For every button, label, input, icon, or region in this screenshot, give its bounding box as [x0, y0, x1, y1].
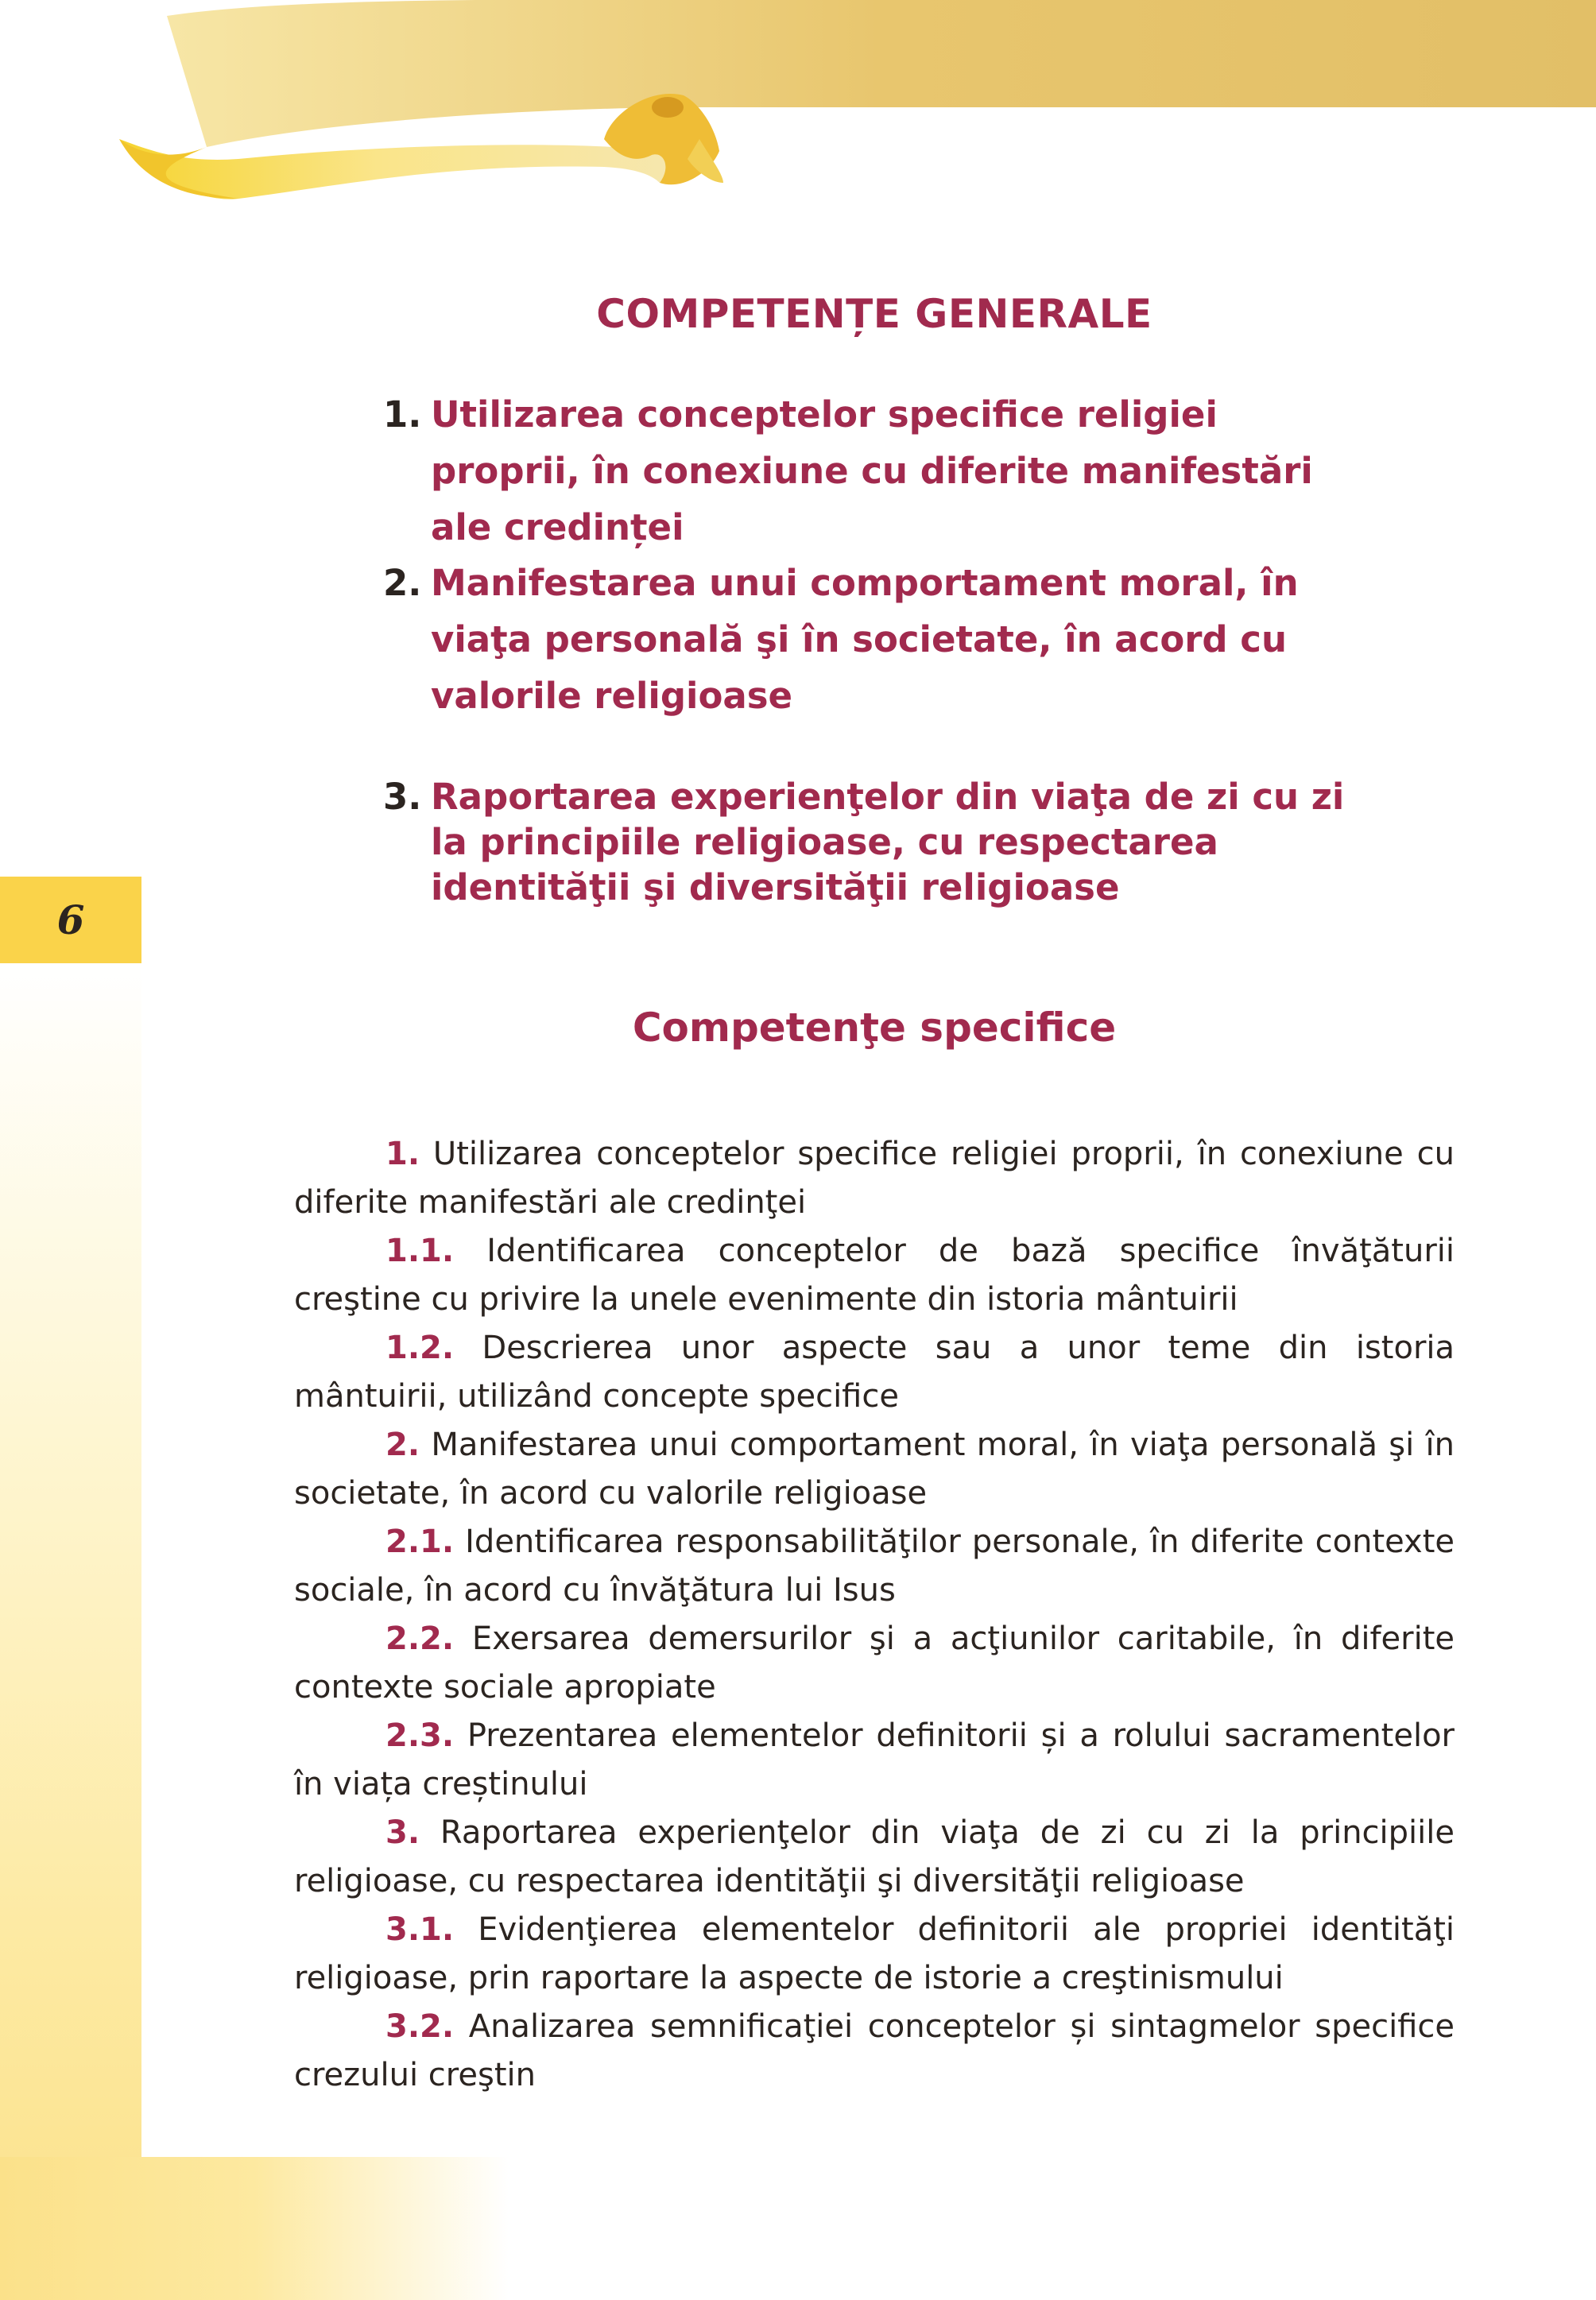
- item-text: Evidenţierea elementelor definitorii ale propriei identităţi religioase, prin raportare la aspecte de istorie a creştinismului: [294, 1911, 1455, 1996]
- specific-competence-item: [294, 1615, 1455, 1712]
- specific-competence-item: [294, 1712, 1455, 1809]
- general-competence-item: [383, 774, 1377, 910]
- specific-competences-title: Competenţe specifice: [632, 1005, 1117, 1051]
- item-number: 2.3.: [385, 1717, 455, 1754]
- item-text: Utilizarea conceptelor specifice religiei proprii, în conexiune cu diferite manifestări ale credinței: [431, 393, 1313, 548]
- item-number: 2.1.: [385, 1524, 455, 1560]
- item-number: 3.: [383, 776, 422, 818]
- item-number: 2.2.: [385, 1620, 455, 1657]
- item-text: Manifestarea unui comportament moral, în viaţa personală şi în societate, în acord cu valorile religioase: [431, 562, 1299, 717]
- item-text: Raportarea experienţelor din viaţa de zi cu zi la principiile religioase, cu respectarea identităţii şi diversităţii religioase: [431, 776, 1345, 908]
- general-competence-item: [383, 555, 1377, 724]
- specific-competence-item: [294, 1421, 1455, 1518]
- item-text: Descrierea unor aspecte sau a unor teme din istoria mântuirii, utilizând concepte specifice: [294, 1330, 1455, 1415]
- specific-competence-item: [294, 1809, 1455, 1906]
- item-text: Manifestarea unui comportament moral, în viaţa personală şi în societate, în acord cu valorile religioase: [294, 1427, 1455, 1512]
- page-number-tab: [0, 877, 141, 963]
- specific-competence-item: [294, 1227, 1455, 1324]
- left-gradient-strip: [0, 963, 141, 2300]
- item-number: 3.1.: [385, 1911, 455, 1948]
- item-number: 2.: [383, 562, 422, 604]
- item-number: 1.2.: [385, 1330, 455, 1366]
- page-number: 6: [56, 896, 85, 943]
- general-competences-title: COMPETENȚE GENERALE: [596, 291, 1152, 337]
- specific-competences-list: [294, 1130, 1455, 2100]
- item-number: 1.1.: [385, 1233, 455, 1269]
- item-number: 2.: [385, 1427, 420, 1463]
- specific-competence-item: [294, 1906, 1455, 2003]
- scroll-banner-decoration: [0, 0, 1596, 238]
- item-text: Raportarea experienţelor din viaţa de zi cu zi la principiile religioase, cu respectarea identităţii şi diversităţii religioase: [294, 1814, 1455, 1899]
- item-number: 3.: [385, 1814, 420, 1851]
- item-text: Prezentarea elementelor definitorii și a rolului sacramentelor în viața creștinului: [294, 1717, 1455, 1802]
- item-number: 3.2.: [385, 2008, 455, 2045]
- item-text: Identificarea responsabilităţilor personale, în diferite contexte sociale, în acord cu învăţătura lui Isus: [294, 1524, 1455, 1609]
- item-text: Utilizarea conceptelor specifice religiei proprii, în conexiune cu diferite manifestări ale credinţei: [294, 1136, 1455, 1221]
- item-text: Exersarea demersurilor şi a acţiunilor caritabile, în diferite contexte sociale apropiate: [294, 1620, 1455, 1706]
- specific-competence-item: [294, 1130, 1455, 1227]
- item-text: Analizarea semnificaţiei conceptelor și sintagmelor specifice crezului creştin: [294, 2008, 1455, 2093]
- item-text: Identificarea conceptelor de bază specifice învăţăturii creştine cu privire la unele evenimente din istoria mântuirii: [294, 1233, 1455, 1318]
- item-number: 1.: [385, 1136, 420, 1172]
- item-number: 1.: [383, 393, 422, 436]
- specific-competence-item: [294, 2003, 1455, 2100]
- specific-competence-item: [294, 1518, 1455, 1615]
- general-competence-item: [383, 386, 1377, 556]
- specific-competence-item: [294, 1324, 1455, 1421]
- bottom-gradient-strip: [0, 2157, 509, 2300]
